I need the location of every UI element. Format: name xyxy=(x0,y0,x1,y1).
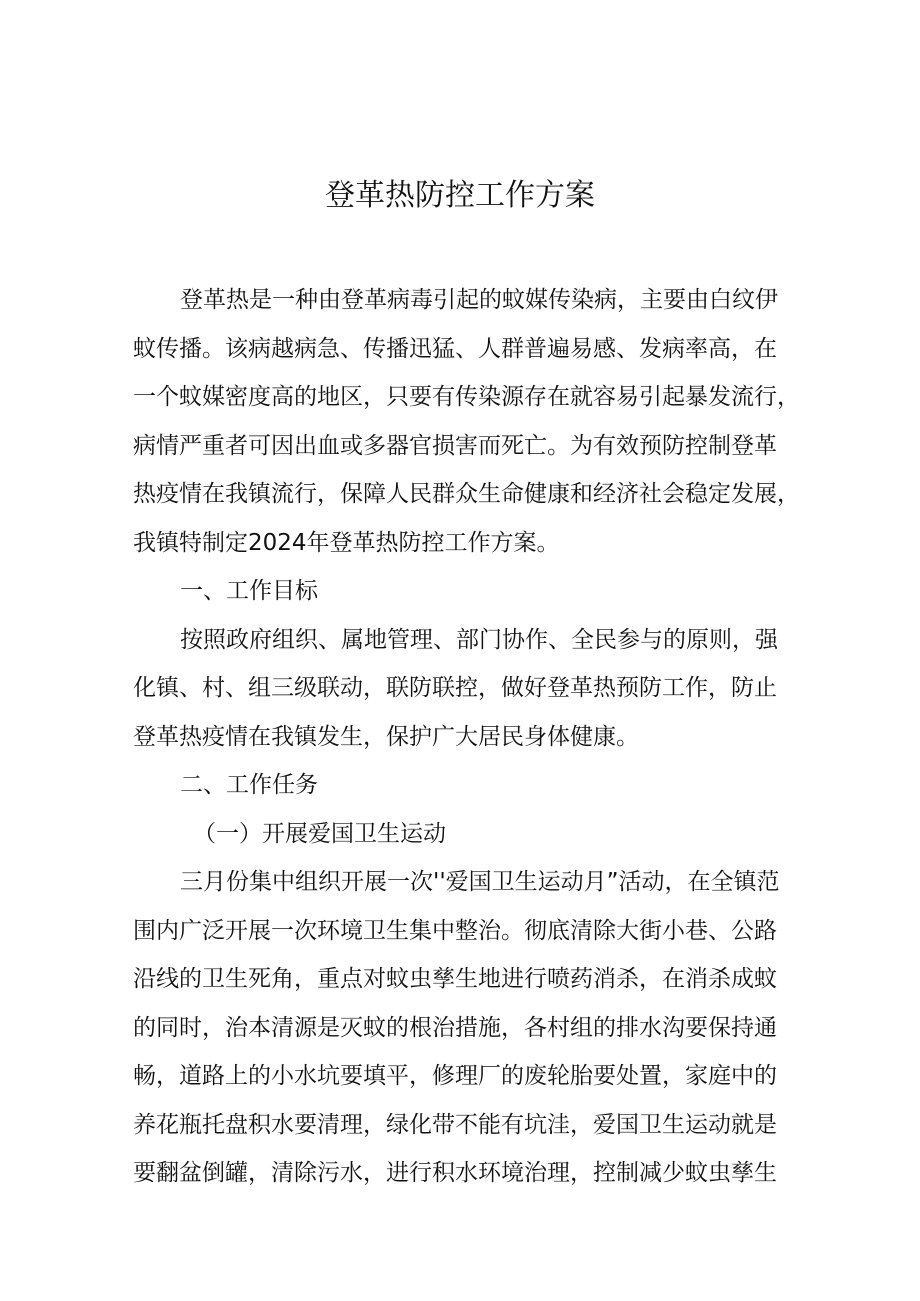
paragraph-line: 沿线的卫生死角，重点对蚊虫孳生地进行喷药消杀，在消杀成蚊 xyxy=(133,966,777,992)
paragraph-line: 养花瓶托盘积水要清理，绿化带不能有坑洼，爱国卫生运动就是 xyxy=(133,1111,777,1138)
paragraph-line: 按照政府组织、属地管理、部门协作、全民参与的原则，强 xyxy=(180,626,778,653)
paragraph-line: 化镇、村、组三级联动，联防联控，做好登革热预防工作，防止 xyxy=(133,675,777,701)
section-heading: 一、工作目标 xyxy=(180,578,318,604)
paragraph-line: 登革热疫情在我镇发生，保护广大居民身体健康。 xyxy=(133,723,639,750)
subsection-heading: （一）开展爱国卫生运动 xyxy=(193,820,446,847)
paragraph-line: 三月份集中组织开展一次''爱国卫生运动月”活动，在全镇范 xyxy=(180,869,780,895)
paragraph-line: 我镇特制定2024年登革热防控工作方案。 xyxy=(133,529,560,556)
paragraph-line: 畅，道路上的小水坑要填平，修理厂的废轮胎要处置，家庭中的 xyxy=(133,1063,777,1089)
paragraph-line: 的同时，治本清源是灭蚊的根治措施，各村组的排水沟要保持通 xyxy=(133,1014,777,1041)
document-title: 登革热防控工作方案 xyxy=(325,178,595,213)
paragraph-line: 要翻盆倒罐，清除污水，进行积水环境治理，控制减少蚊虫孳生 xyxy=(133,1160,777,1186)
paragraph-line: 病情严重者可因出血或多器官损害而死亡。为有效预防控制登革 xyxy=(133,432,777,459)
document-body xyxy=(133,276,805,1198)
paragraph-line: 登革热是一种由登革病毒引起的蚊媒传染病，主要由白纹伊 xyxy=(180,287,778,313)
paragraph-line: 热疫情在我镇流行，保障人民群众生命健康和经济社会稳定发展， xyxy=(133,481,800,507)
paragraph-line: 围内广泛开展一次环境卫生集中整治。彻底清除大街小巷、公路 xyxy=(133,917,777,944)
paragraph-line: 蚊传播。该病越病急、传播迅猛、人群普遍易感、发病率高，在 xyxy=(133,335,777,362)
section-heading: 二、工作任务 xyxy=(180,772,318,798)
paragraph-line: 一个蚊媒密度高的地区，只要有传染源存在就容易引起暴发流行， xyxy=(133,384,800,410)
